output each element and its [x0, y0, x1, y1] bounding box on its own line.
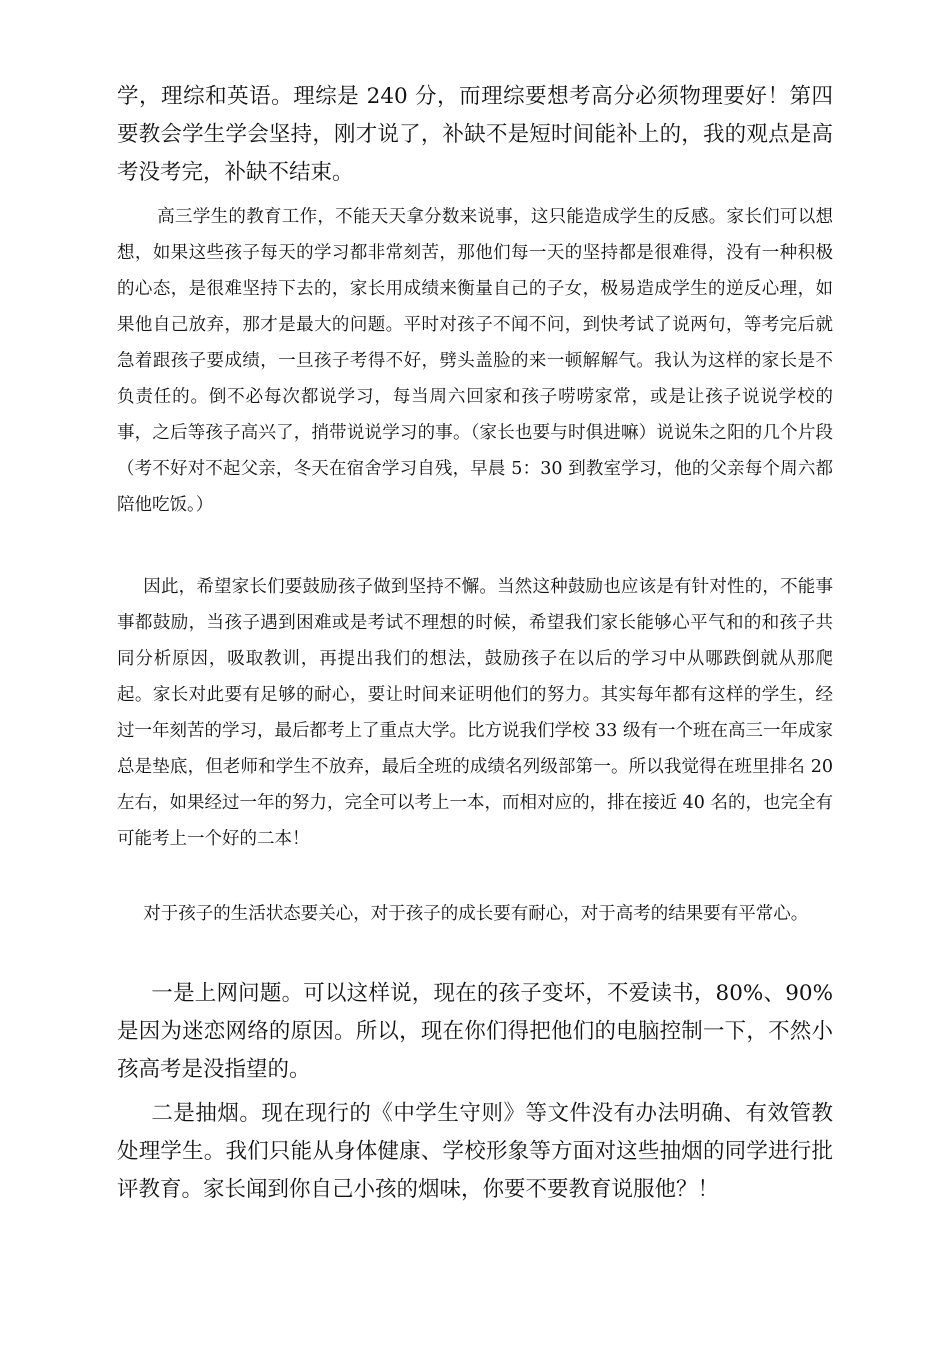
paragraph-parent-attitude: 高三学生的教育工作，不能天天拿分数来说事，这只能造成学生的反感。家长们可以想想，如果这些孩子每天的学习都非常刻苦，那他们每一天的坚持都是很难得，没有一种积极的心态，是很难坚持下去的，家长用成绩来衡量自己的子女，极易造成学生的逆反心理，如果他自己放弃，那才是最大的问题。平时对孩子不闻不问，到快考试了说两句，等考完后就急着跟孩子要成绩，一旦孩子考得不好，劈头盖脸的来一顿解解气。我认为这样的家长是不负责任的。倒不必每次都说学习，每当周六回家和孩子唠唠家常，或是让孩子说说学校的事，之后等孩子高兴了，捎带说说学习的事。（家长也要与时俱进嘛）说说朱之阳的几个片段（考不好对不起父亲，冬天在宿舍学习自残，早晨 5：30 到教室学习，他的父亲每个周六都陪他吃饭。） [117, 207, 833, 515]
paragraph-encouragement: 因此，希望家长们要鼓励孩子做到坚持不懈。当然这种鼓励也应该是有针对性的，不能事事都鼓励，当孩子遇到困难或是考试不理想的时候，希望我们家长能够心平气和的和孩子共同分析原因，吸取教训，再提出我们的想法，鼓励孩子在以后的学习中从哪跌倒就从那爬起。家长对此要有足够的耐心，要让时间来证明他们的努力。其实每年都有这样的学生，经过一年刻苦的学习，最后都考上了重点大学。比方说我们学校 33 级有一个班在高三一年成家总是垫底，但老师和学生不放弃，最后全班的成绩名列级部第一。所以我觉得在班里排名 20 左右，如果经过一年的努力，完全可以考上一本，而相对应的，排在接近 40 名的，也完全有可能考上一个好的二本！ [117, 577, 833, 849]
paragraph-smoking-issue: 二是抽烟。现在现行的《中学生守则》等文件没有办法明确、有效管教处理学生。我们只能从身体健康、学校形象等方面对这些抽烟的同学进行批评教育。家长闻到你自己小孩的烟味，你要不要教育说服他？！ [117, 1101, 833, 1202]
paragraph-internet-issue: 一是上网问题。可以这样说，现在的孩子变坏，不爱读书，80%、90%是因为迷恋网络的原因。所以，现在你们得把他们的电脑控制一下，不然小孩高考是没指望的。 [117, 981, 833, 1082]
paragraph-subjects: 学，理综和英语。理综是 240 分，而理综要想考高分必须物理要好！第四要教会学生学会坚持，刚才说了，补缺不是短时间能补上的，我的观点是高考没考完，补缺不结束。 [117, 84, 833, 185]
paragraph-summary: 对于孩子的生活状态要关心，对于孩子的成长要有耐心，对于高考的结果要有平常心。 [143, 904, 809, 924]
